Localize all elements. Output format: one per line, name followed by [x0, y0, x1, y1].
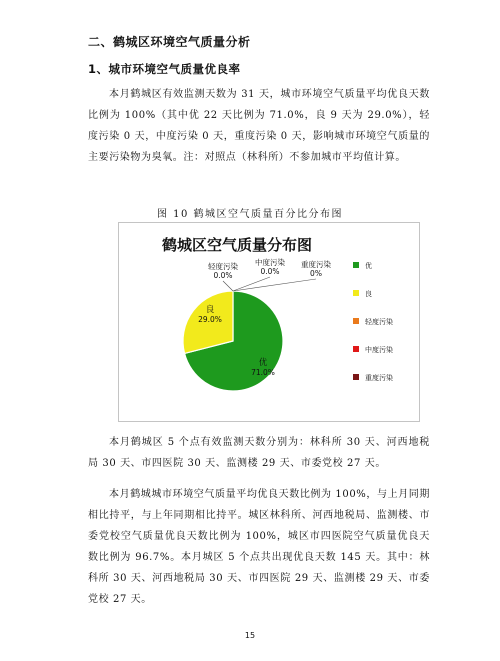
figure-caption: 图 10 鹤城区空气质量百分比分布图 — [156, 209, 344, 220]
section-heading: 二、鹤城区环境空气质量分析 — [88, 35, 251, 49]
data-label-category-5: 重度污染 — [301, 260, 331, 269]
legend-label-5: 重度污染 — [365, 374, 393, 382]
subsection-heading: 1、城市环境空气质量优良率 — [88, 62, 241, 76]
pie-chart-frame — [118, 222, 420, 422]
paragraph-summary: 本月鹤城区有效监测天数为 31 天，城市环境空气质量平均优良天数比例为 100%（其中优 22 天比例为 71.0%，良 9 天为 29.0%），轻度污染 0 天，中度污染 0 天，重度污染 0 天，影响城市环境空气质量的主要污染物为臭氧。注：对照点（林科所）不参加城市平均值计算。 — [88, 89, 430, 163]
leader-line-5 — [233, 279, 316, 291]
legend-swatch-4 — [353, 346, 359, 352]
legend-swatch-2 — [353, 290, 359, 296]
legend-label-4: 中度污染 — [365, 346, 393, 354]
data-label-value-4: 0.0% — [260, 267, 280, 276]
data-label-category-1: 优 — [258, 358, 268, 368]
page-number: 15 — [244, 631, 256, 640]
legend-swatch-3 — [353, 318, 359, 324]
legend-swatch-1 — [353, 262, 359, 268]
data-label-category-3: 轻度污染 — [208, 262, 238, 271]
leader-line-3 — [223, 281, 233, 291]
paragraph-comparison: 本月鹤城城市环境空气质量平均优良天数比例为 100%，与上月同期相比持平，与上年同期相比持平。城区林科所、河西地税局、监测楼、市委党校空气质量优良天数比例为 100%，城区市四医院空气质量优良天数比例为 96.7%。本月城区 5 个点共出现优良天数 145 天。其中：林科所 30 天、河西地税局 30 天、市四医院 29 天、监测楼 29 天、市委党校 27 天。 — [88, 489, 430, 605]
chart-title: 鹤城区空气质量分布图 — [161, 236, 313, 254]
leader-line-4 — [233, 277, 270, 291]
legend-label-3: 轻度污染 — [365, 318, 393, 326]
data-label-value-3: 0.0% — [213, 271, 233, 280]
paragraph-monitoring-days: 本月鹤城区 5 个点有效监测天数分别为：林科所 30 天、河西地税局 30 天、市四医院 30 天、监测楼 29 天、市委党校 27 天。 — [88, 437, 430, 469]
legend-label-1: 优 — [365, 262, 372, 270]
legend-label-2: 良 — [365, 290, 372, 298]
data-label-category-4: 中度污染 — [255, 258, 285, 267]
data-label-value-2: 29.0% — [198, 315, 222, 324]
legend-swatch-5 — [353, 374, 359, 380]
data-label-category-2: 良 — [205, 305, 215, 315]
pie-chart — [119, 223, 419, 421]
data-label-value-1: 71.0% — [251, 368, 275, 377]
data-label-value-5: 0% — [310, 269, 322, 278]
